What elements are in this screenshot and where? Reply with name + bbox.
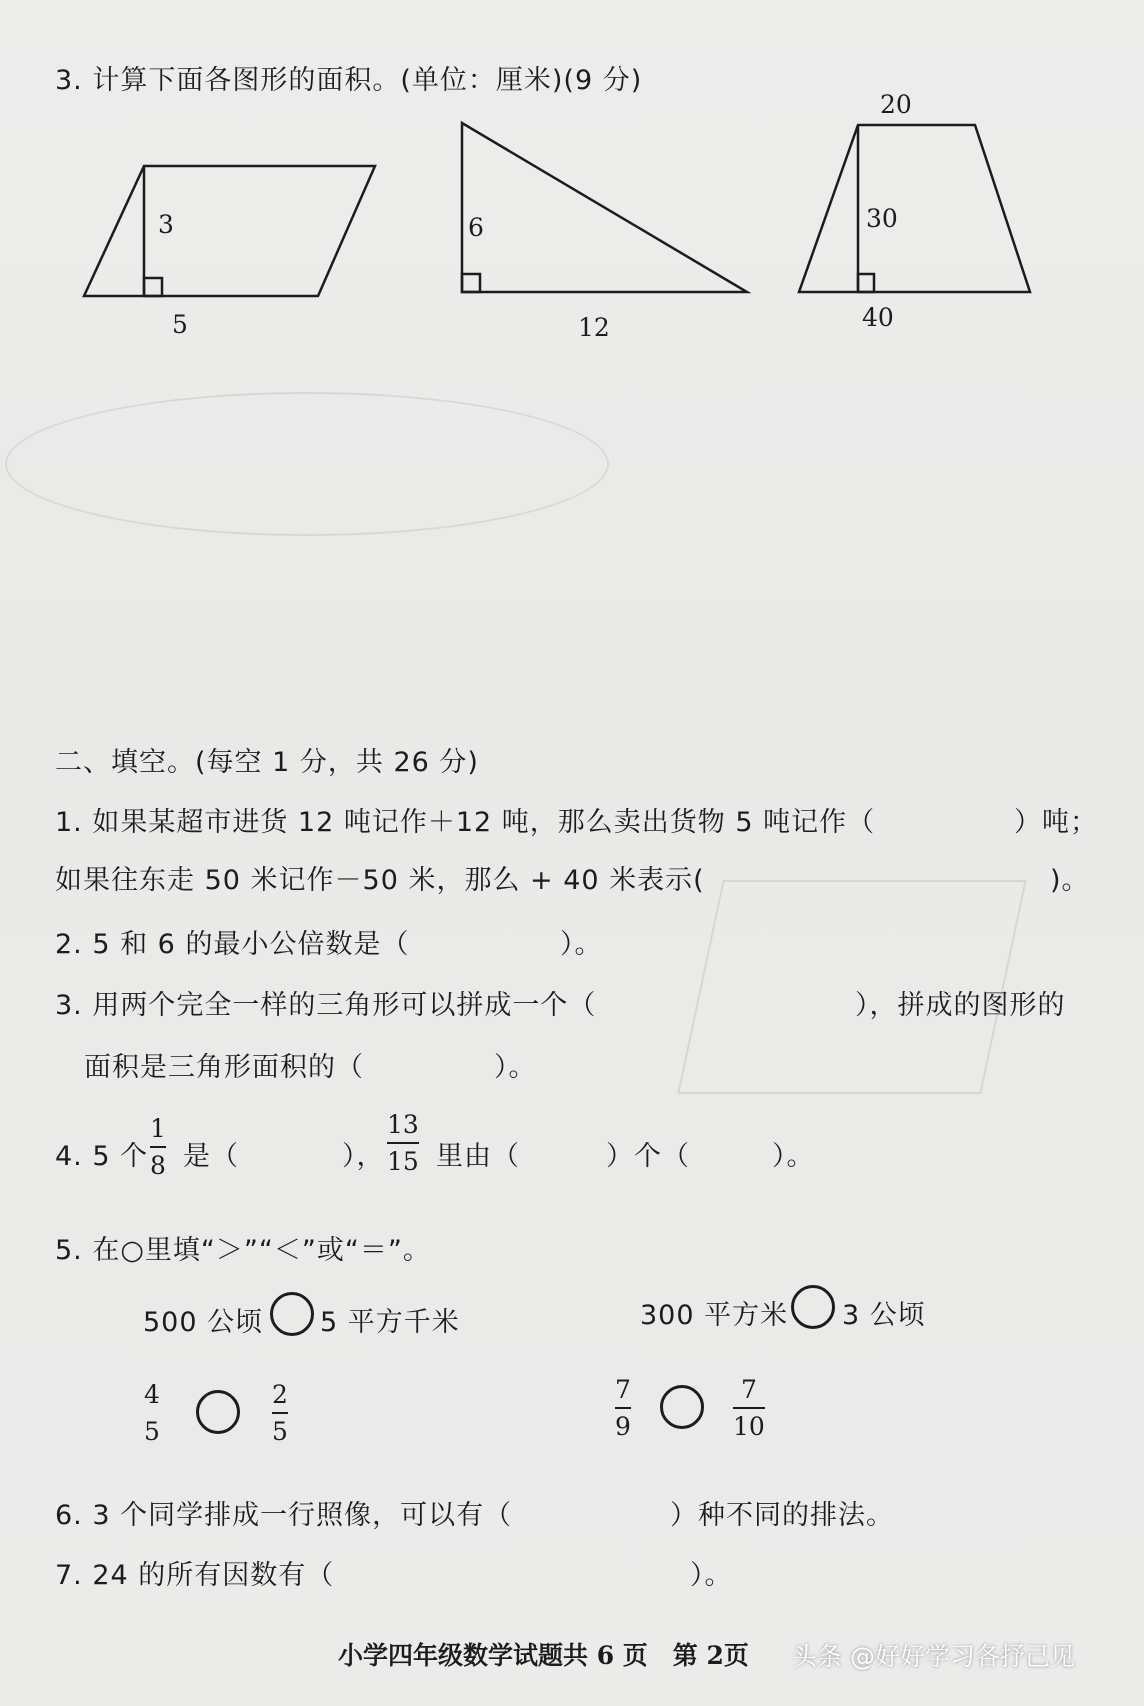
fill-in-section-heading: 二、填空。(每空 1 分，共 26 分) <box>55 747 479 778</box>
q5-compare3-right-fraction: 2 5 <box>272 1380 288 1446</box>
trapezoid-top-label: 20 <box>880 90 912 119</box>
trapezoid-bottom-label: 40 <box>862 303 894 332</box>
q4-fraction-thirteen-fifteenths <box>387 1112 419 1174</box>
fraction-bar <box>733 1407 765 1409</box>
q4-frac2-numerator: 13 <box>387 1110 419 1139</box>
q3-area-heading: 3. 计算下面各图形的面积。(单位：厘米)(9 分) <box>55 65 643 96</box>
fraction-bar <box>387 1142 419 1144</box>
q6-end: ）种不同的排法。 <box>670 1500 894 1531</box>
q5-compare1-circle[interactable] <box>270 1292 314 1336</box>
q4-text-f: ）。 <box>772 1141 815 1172</box>
trapezoid-figure <box>799 125 1030 292</box>
parallelogram-figure <box>84 166 375 296</box>
q3-line1-text: 3. 用两个完全一样的三角形可以拼成一个（ <box>55 990 597 1021</box>
q4-text-b: 是（ <box>183 1141 239 1172</box>
q3-line1-end: ），拼成的图形的 <box>855 990 1066 1021</box>
trapezoid-height-label: 30 <box>866 204 898 233</box>
q5-compare2-circle[interactable] <box>791 1285 835 1329</box>
q7-end: ）。 <box>690 1560 733 1591</box>
q3-line2-text: 面积是三角形面积的（ <box>84 1052 364 1083</box>
parallelogram-base-label: 5 <box>172 310 188 339</box>
q7-text: 7. 24 的所有因数有（ <box>55 1560 335 1591</box>
q2-text: 2. 5 和 6 的最小公倍数是（ <box>55 929 410 960</box>
bleed-through-ellipse <box>5 392 609 536</box>
triangle-height-label: 6 <box>468 213 484 242</box>
q4-text-e: ）个（ <box>606 1141 690 1172</box>
parallelogram-height-label: 3 <box>158 210 174 239</box>
q5-compare4-circle[interactable] <box>660 1385 704 1429</box>
q4-frac1-denominator: 8 <box>150 1151 166 1180</box>
q4-text-c: ）， <box>342 1141 385 1172</box>
q4-frac1-numerator: 1 <box>150 1114 166 1143</box>
q4-fraction-one-eighth <box>150 1116 166 1178</box>
q5-compare1-left: 500 公顷 <box>143 1307 264 1338</box>
q5-compare4-left-fraction: 7 9 <box>615 1375 631 1441</box>
q1-line1-end: ）吨； <box>1014 807 1098 838</box>
q5-compare2-left: 300 平方米 <box>640 1300 789 1331</box>
page-footer: 小学四年级数学试题共 6 页 第 2页 <box>338 1641 749 1670</box>
q1-line2-text: 如果往东走 50 米记作－50 米，那么 + 40 米表示( <box>55 865 705 896</box>
q5-compare2-right: 3 公顷 <box>842 1300 926 1331</box>
q1-line1-text: 1. 如果某超市进货 12 吨记作＋12 吨，那么卖出货物 5 吨记作（ <box>55 807 876 838</box>
q5-compare4-right-fraction: 7 10 <box>733 1375 765 1441</box>
q4-text-d: 里由（ <box>436 1141 520 1172</box>
fraction-bar <box>615 1407 631 1409</box>
q5-compare3-circle[interactable] <box>196 1390 240 1434</box>
triangle-figure <box>462 123 747 292</box>
q2-end: ）。 <box>560 929 603 960</box>
area-figures <box>0 0 1144 360</box>
q5-compare1-right: 5 平方千米 <box>320 1307 460 1338</box>
fraction-bar <box>150 1146 166 1148</box>
q6-text: 6. 3 个同学排成一行照像，可以有（ <box>55 1500 513 1531</box>
triangle-base-label: 12 <box>578 313 610 342</box>
fraction-bar <box>272 1412 288 1414</box>
q5-compare3-left-fraction: 4 5 <box>144 1380 160 1446</box>
q4-frac2-denominator: 15 <box>387 1147 419 1176</box>
q5-heading: 5. 在○里填“＞”“＜”或“＝”。 <box>55 1235 431 1266</box>
q4-text-a: 4. 5 个 <box>55 1141 149 1172</box>
source-watermark: 头条 @好好学习各抒己见 <box>792 1642 1075 1671</box>
q3-line2-end: ）。 <box>494 1052 537 1083</box>
q1-line2-end: )。 <box>1050 865 1090 896</box>
